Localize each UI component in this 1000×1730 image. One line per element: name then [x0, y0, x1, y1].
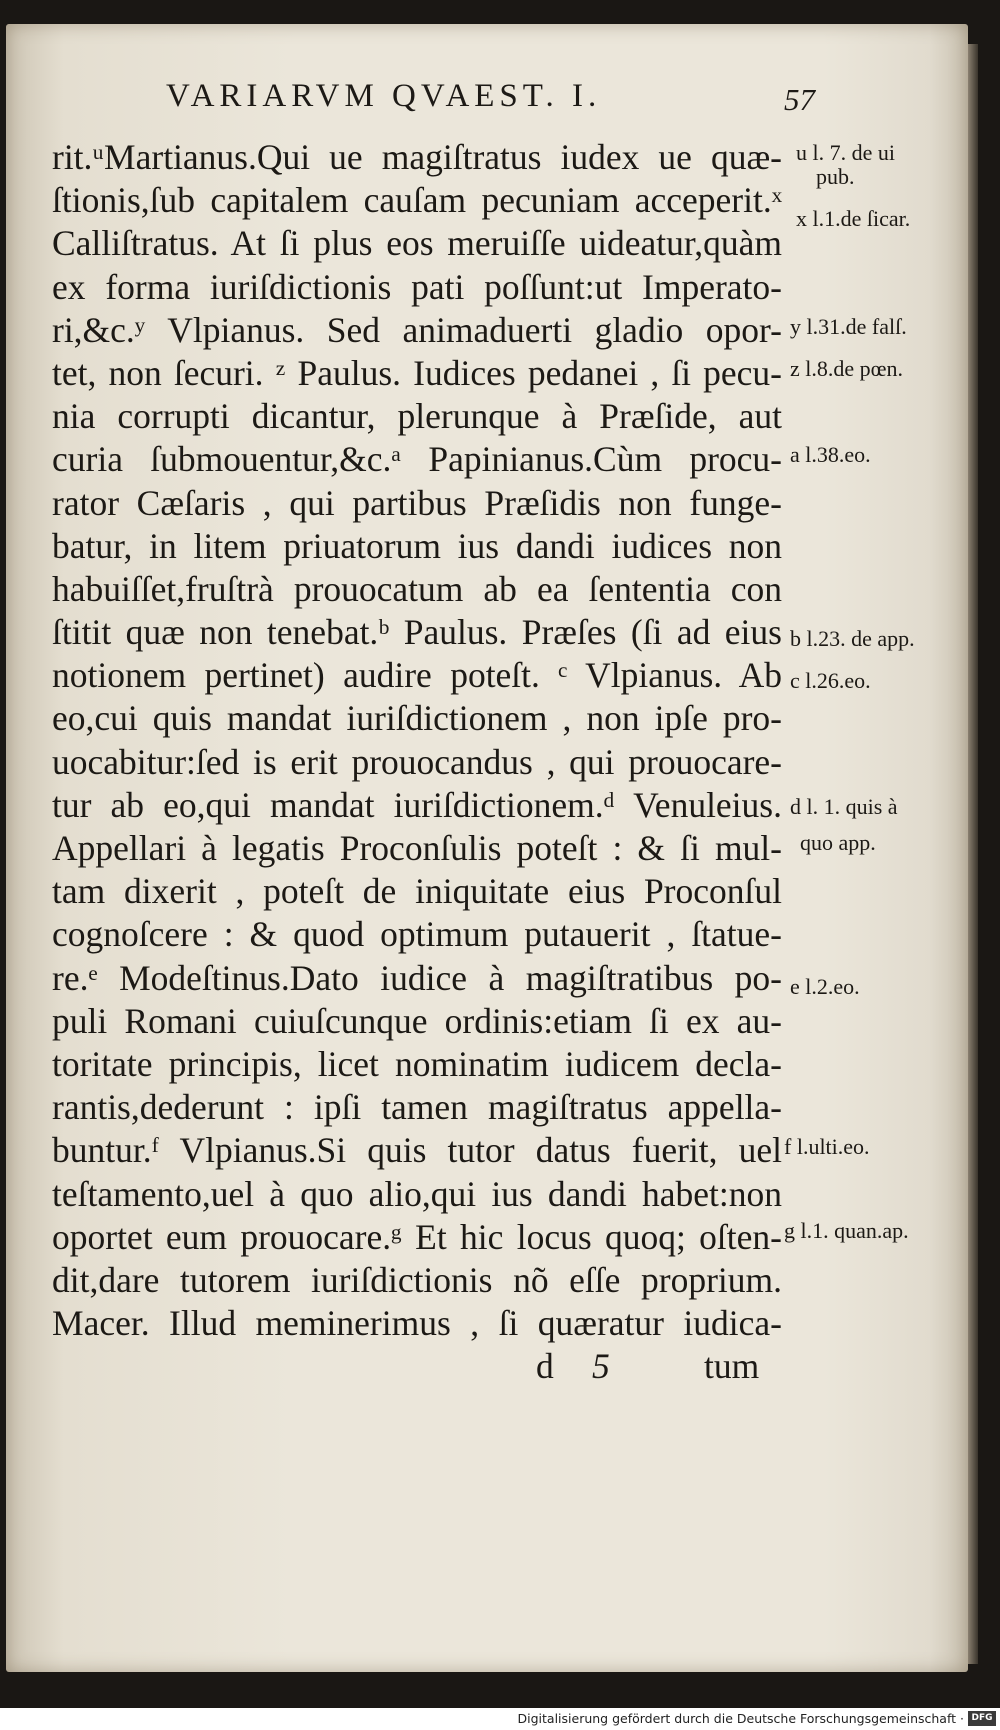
text-line: ri,&c.ʸ Vlpianus. Sed animaduerti gladio opor-	[52, 309, 782, 350]
margin-note: e l.2.eo.	[790, 974, 860, 999]
margin-note: b l.23. de app.	[790, 626, 915, 651]
page-number: 57	[784, 82, 815, 117]
text-line: notionem pertinet) audire poteſt. ᶜ Vlpianus. Ab	[52, 655, 782, 696]
text-line: tam dixerit , poteſt de iniquitate eius Proconſul	[52, 871, 782, 912]
text-line: batur, in litem priuatorum ius dandi iudices non	[52, 525, 782, 566]
margin-note: u l. 7. de ui	[796, 140, 895, 165]
margin-note: a l.38.eo.	[790, 442, 871, 467]
running-title: VARIARVM QVAEST. I.	[166, 78, 602, 114]
text-line: eo,cui quis mandat iuriſdictionem , non ipſe pro-	[52, 698, 782, 739]
catchword: tum	[704, 1346, 760, 1387]
text-line: oportet eum prouocare.ᵍ Et hic locus quoq; oſten-	[52, 1216, 782, 1257]
margin-note: quo app.	[800, 830, 876, 855]
digitization-footer	[0, 1708, 1000, 1730]
text-line: nia corrupti dicantur, plerunque à Præſide, aut	[52, 396, 782, 437]
text-line: toritate principis, licet nominatim iudicem decla-	[52, 1043, 782, 1084]
text-line: dit,dare tutorem iuriſdictionis nõ eſſe proprium.	[52, 1259, 782, 1300]
text-line: ſtitit quæ non tenebat.ᵇ Paulus. Præſes (ſi ad eius	[52, 612, 782, 653]
text-line: ſtionis,ſub capitalem cauſam pecuniam acceperit.ˣ	[52, 180, 782, 221]
margin-note: d l. 1. quis à	[790, 794, 898, 819]
text-line: uocabitur:ſed is erit prouocandus , qui prouocare-	[52, 741, 782, 782]
text-line: puli Romani cuiuſcunque ordinis:etiam ſi ex au-	[52, 1000, 782, 1041]
dfg-logo: DFG	[968, 1711, 996, 1726]
margin-note: g l.1. quan.ap.	[784, 1218, 909, 1243]
text-line: habuiſſet,fruſtrà prouocatum ab ea ſententia con	[52, 568, 782, 609]
text-line: curia ſubmouentur,&c.ᵃ Papinianus.Cùm procu-	[52, 439, 782, 480]
text-line: re.ᵉ Modeſtinus.Dato iudice à magiſtratibus po-	[52, 957, 782, 998]
text-line: ex forma iuriſdictionis pati poſſunt:ut Imperato-	[52, 266, 782, 307]
margin-note: y l.31.de falſ.	[790, 314, 907, 339]
text-line: tet, non ſecuri. ᶻ Paulus. Iudices pedanei , ſi pecu-	[52, 352, 782, 393]
text-line: tur ab eo,qui mandat iuriſdictionem.ᵈ Venuleius.	[52, 784, 782, 825]
margin-note: x l.1.de ſicar.	[796, 206, 911, 231]
text-line: Calliſtratus. At ſi plus eos meruiſſe uideatur,quàm	[52, 223, 782, 264]
signature-mark: d	[536, 1346, 554, 1387]
text-line: buntur.ᶠ Vlpianus.Si quis tutor datus fuerit, uel	[52, 1130, 782, 1171]
text-line: cognoſcere : & quod optimum putauerit , ſtatue-	[52, 914, 782, 955]
funding-credit: Digitalisierung gefördert durch die Deutsche Forschungsgemeinschaft ·	[517, 1711, 964, 1726]
text-line: Macer. Illud meminerimus , ſi quæratur iudica-	[52, 1303, 782, 1344]
signature-number: 5	[592, 1346, 610, 1387]
text-line: rantis,dederunt : ipſi tamen magiſtratus appella-	[52, 1087, 782, 1128]
text-line: rator Cæſaris , qui partibus Præſidis non funge-	[52, 482, 782, 523]
text-line: Appellari à legatis Proconſulis poteſt : & ſi mul-	[52, 828, 782, 868]
margin-note: z l.8.de pœn.	[790, 356, 904, 381]
margin-note: c l.26.eo.	[790, 668, 871, 693]
text-line: teſtamento,uel à quo alio,qui ius dandi habet:non	[52, 1173, 782, 1214]
text-line: rit.ᵘMartianus.Qui ue magiſtratus iudex ue quæ-	[52, 137, 782, 177]
margin-note: f l.ulti.eo.	[784, 1134, 870, 1159]
margin-note: pub.	[816, 164, 855, 189]
